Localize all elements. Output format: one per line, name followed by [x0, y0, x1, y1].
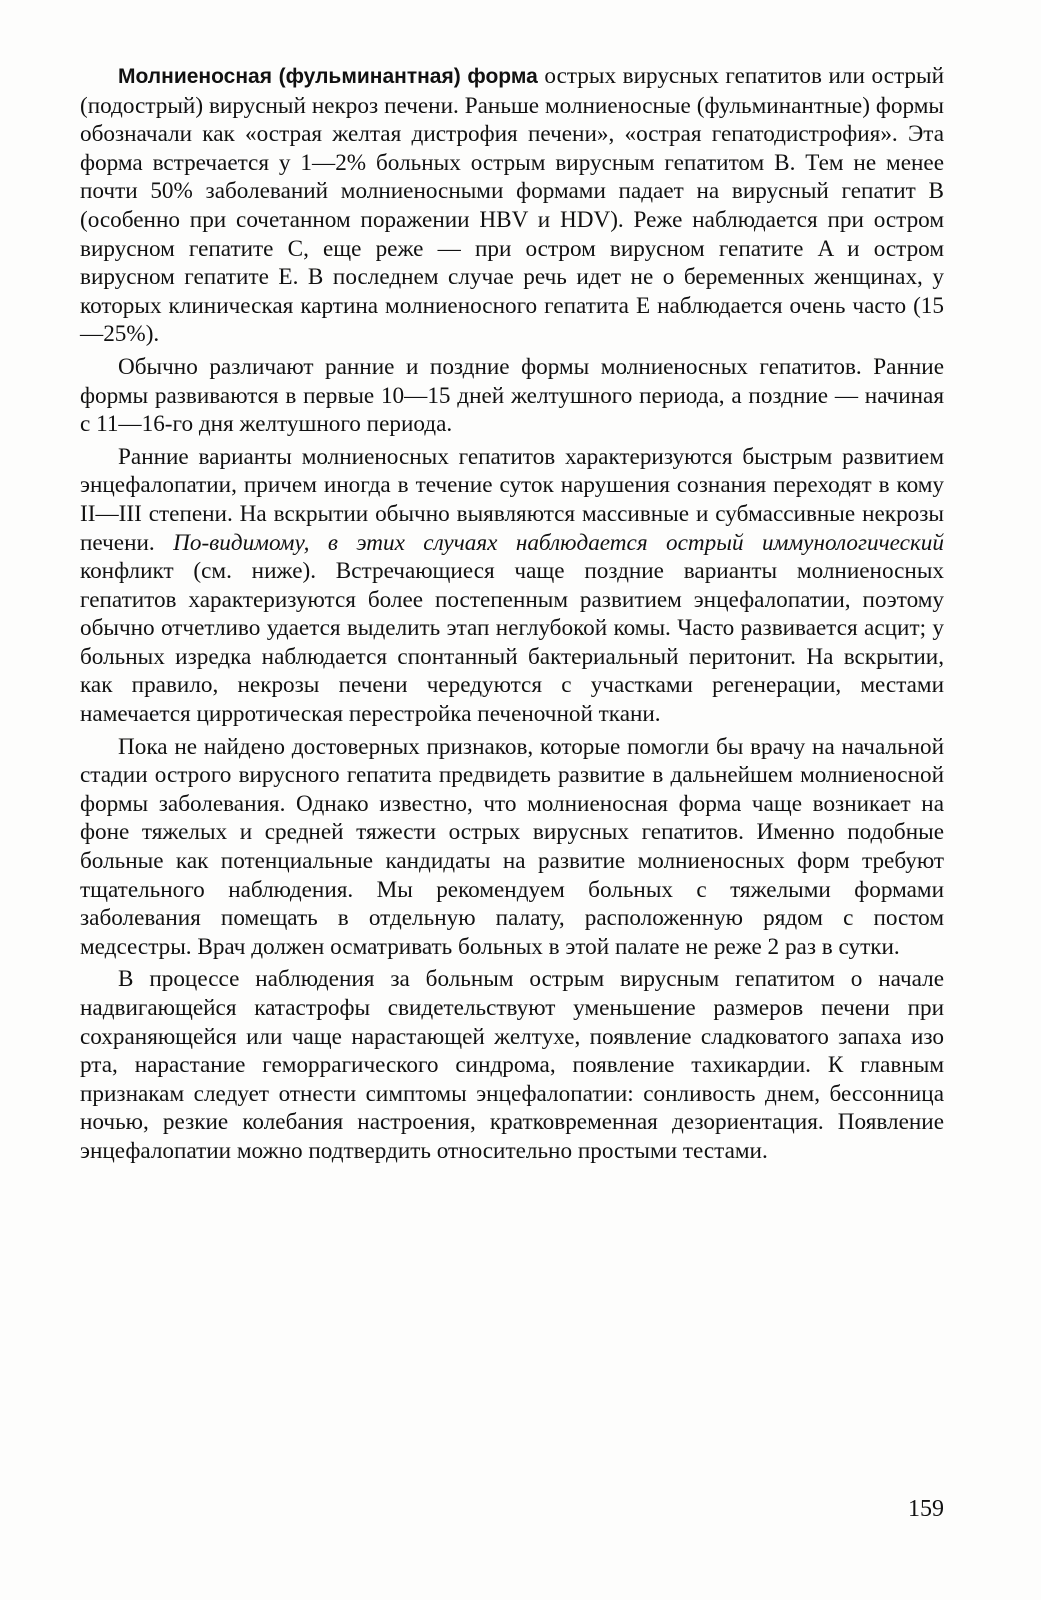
- paragraph-early-variants: [80, 443, 944, 729]
- paragraph-text: Обычно различают ранние и поздние формы молниеносных гепатитов. Ранние формы развиваются в первые 10—15 дней желтушного периода, а поздние — начиная с 11—16-го дня желтушного периода.: [80, 353, 944, 438]
- paragraph-no-reliable-signs: [80, 733, 944, 962]
- paragraph-text: конфликт (см. ниже). Встречающиеся чаще поздние варианты молниеносных гепатитов характеризуются более постепенным развитием энцефалопатии, поэтому обычно отчетливо удается выделить этап неглубокой комы. Часто развивается асцит; у больных изредка наблюдается спонтанный бактериальный перитонит. На вскрытии, как правило, некрозы печени чередуются с участками регенерации, местами намечается цирротическая перестройка печеночной ткани.: [80, 558, 944, 728]
- italic-emphasis: По-видимому, в этих случаях наблюдается острый иммунологический: [173, 529, 944, 556]
- page-number: 159: [908, 1496, 944, 1522]
- paragraph-early-late-forms: [80, 353, 944, 439]
- paragraph-text: острых вирусных гепатитов или острый (подострый) вирусный некроз печени. Раньше молниеносные (фульминантные) формы обозначали как «острая желтая дистрофия печени», «острая гепатодистрофия». Эта форма встречается у 1—2% больных острым вирусным гепатитом B. Тем не менее почти 50% заболеваний молниеносными формами падает на вирусный гепатит B (особенно при сочетанном поражении HBV и HDV). Реже наблюдается при остром вирусном гепатите C, еще реже — при остром вирусном гепатите A и остром вирусном гепатите E. В последнем случае речь идет не о беременных женщинах, у которых клиническая картина молниеносного гепатита E наблюдается очень часто (15—25%).: [80, 63, 944, 348]
- paragraph-text: Пока не найдено достоверных признаков, которые помогли бы врачу на начальной стадии острого вирусного гепатита предвидеть развитие в дальнейшем молниеносной формы заболевания. Однако известно, что молниеносная форма чаще возникает на фоне тяжелых и средней тяжести острых вирусных гепатитов. Именно подобные больные как потенциальные кандидаты на развитие молниеносных форм требуют тщательного наблюдения. Мы рекомендуем больных с тяжелыми формами заболевания помещать в отдельную палату, расположенную рядом с постом медсестры. Врач должен осматривать больных в этой палате не реже 2 раз в сутки.: [80, 733, 944, 960]
- paragraph-observation-signs: [80, 965, 944, 1165]
- body-text: [80, 62, 944, 1170]
- paragraph-text: В процессе наблюдения за больным острым вирусным гепатитом о начале надвигающейся катастрофы свидетельствуют уменьшение размеров печени при сохраняющейся или чаще нарастающей желтухе, появление сладковатого запаха изо рта, нарастание геморрагического синдрома, появление тахикардии. К главным признакам следует отнести симптомы энцефалопатии: сонливость днем, бессонница ночью, резкие колебания настроения, кратковременная дезориентация. Появление энцефалопатии можно подтвердить относительно простыми тестами.: [80, 966, 944, 1164]
- paragraph-fulminant-form: [80, 62, 944, 349]
- section-lead-term: Молниеносная (фульминантная) форма: [118, 65, 538, 88]
- paragraph-text: Ранние варианты молниеносных гепатитов характеризуются быстрым развитием энцефалопатии, причем иногда в течение суток нарушения сознания переходят в кому II—III степени. На вскрытии обычно выявляются массивные и субмассивные некрозы печени.: [80, 443, 944, 556]
